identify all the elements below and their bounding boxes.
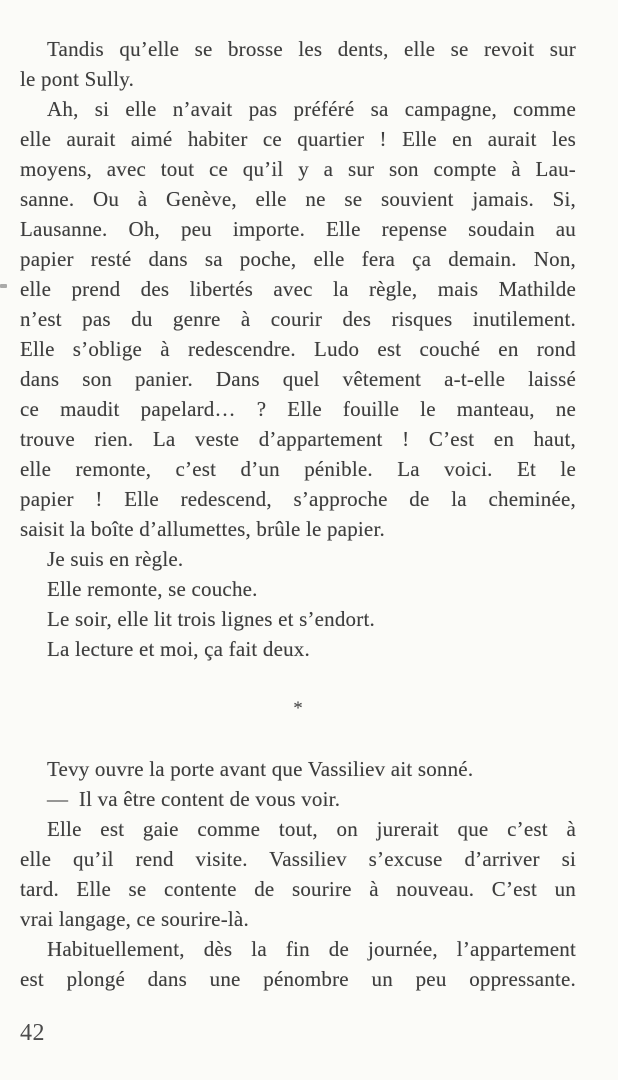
text-line: papier resté dans sa poche, elle fera ça demain. Non, bbox=[20, 247, 576, 271]
text-line: Je suis en règle. bbox=[47, 547, 184, 571]
separator-asterisk: * bbox=[293, 698, 303, 719]
text-line: dans son panier. Dans quel vêtement a-t-elle laissé bbox=[20, 367, 576, 391]
text-line: ce maudit papelard… ? Elle fouille le manteau, ne bbox=[20, 397, 576, 421]
text-line: saisit la boîte d’allumettes, brûle le papier. bbox=[20, 517, 385, 541]
text-line: vrai langage, ce sourire-là. bbox=[20, 907, 249, 931]
text-line: papier ! Elle redescend, s’approche de la cheminée, bbox=[20, 487, 576, 511]
text-line: Lausanne. Oh, peu importe. Elle repense soudain au bbox=[20, 217, 576, 241]
text-line: elle aurait aimé habiter ce quartier ! Elle en aurait les bbox=[20, 127, 576, 151]
text-line: n’est pas du genre à courir des risques inutilement. bbox=[20, 307, 576, 331]
text-line: La lecture et moi, ça fait deux. bbox=[47, 637, 310, 661]
text-line: tard. Elle se contente de sourire à nouveau. C’est un bbox=[20, 877, 576, 901]
text-line: Ah, si elle n’avait pas préféré sa campagne, comme bbox=[47, 97, 576, 121]
text-line: trouve rien. La veste d’appartement ! C’est en haut, bbox=[20, 427, 576, 451]
text-line: Habituellement, dès la fin de journée, l’appartement bbox=[47, 937, 576, 961]
paragraph-section-1 bbox=[20, 34, 576, 664]
text-line: elle prend des libertés avec la règle, mais Mathilde bbox=[20, 277, 576, 301]
text-line: sanne. Ou à Genève, elle ne se souvient jamais. Si, bbox=[20, 187, 576, 211]
scan-artifact bbox=[0, 284, 7, 288]
text-column bbox=[20, 34, 576, 994]
text-line: elle remonte, c’est d’un pénible. La voici. Et le bbox=[20, 457, 576, 481]
paragraph-section-2 bbox=[20, 754, 576, 994]
text-line: Tevy ouvre la porte avant que Vassiliev ait sonné. bbox=[47, 757, 474, 781]
text-line: Tandis qu’elle se brosse les dents, elle se revoit sur bbox=[47, 37, 576, 61]
text-line: Elle est gaie comme tout, on jurerait que c’est à bbox=[47, 817, 576, 841]
text-line: Elle remonte, se couche. bbox=[47, 577, 258, 601]
page-number: 42 bbox=[20, 1020, 45, 1046]
text-line: le pont Sully. bbox=[20, 67, 135, 91]
text-line: est plongé dans une pénombre un peu oppressante. bbox=[20, 967, 576, 991]
text-line: — Il va être content de vous voir. bbox=[47, 787, 341, 811]
section-separator bbox=[20, 664, 576, 754]
text-line: elle qu’il rend visite. Vassiliev s’excuse d’arriver si bbox=[20, 847, 576, 871]
text-line: moyens, avec tout ce qu’il y a sur son compte à Lau- bbox=[20, 157, 576, 181]
text-line: Le soir, elle lit trois lignes et s’endort. bbox=[47, 607, 375, 631]
text-line: Elle s’oblige à redescendre. Ludo est couché en rond bbox=[20, 337, 576, 361]
